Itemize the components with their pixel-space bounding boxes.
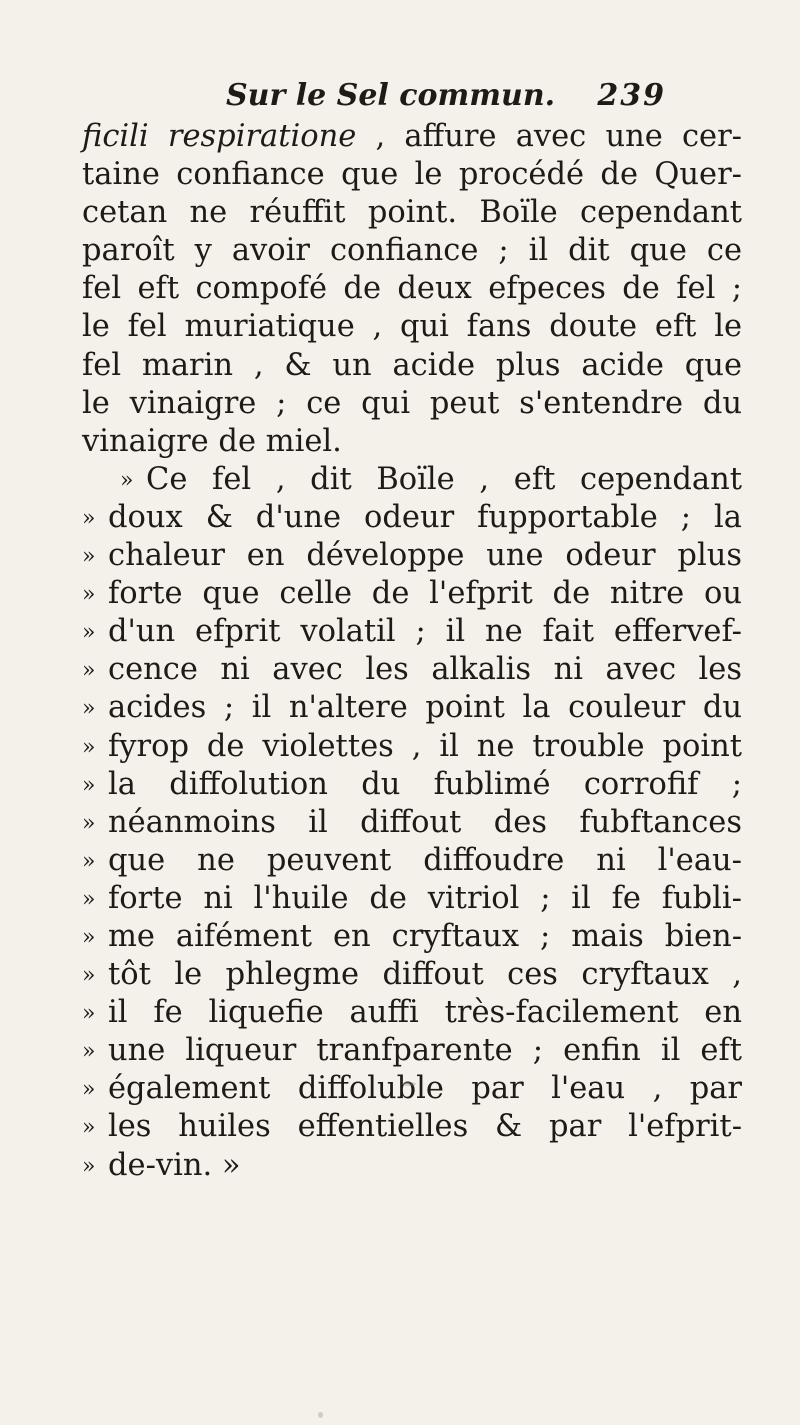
quoted-line: » forte ni l'huile de vitriol ; il fe fubli- xyxy=(82,880,742,918)
text-line: fel marin , & un acide plus acide que xyxy=(82,347,742,383)
text-line: fel eft compofé de deux efpeces de fel ; xyxy=(82,271,742,307)
body-text xyxy=(82,118,742,1185)
text-line: le fel muriatique , qui fans doute eft le xyxy=(82,309,742,345)
quoted-line: » forte que celle de l'efprit de nitre ou xyxy=(82,575,742,613)
quote-mark: » xyxy=(82,1001,96,1027)
quoted-line: » me aifément en cryftaux ; mais bien- xyxy=(82,918,742,956)
quote-mark: » xyxy=(82,772,96,798)
quote-mark: » xyxy=(82,1077,96,1103)
quote-mark: » xyxy=(82,1115,96,1141)
text-line: le vinaigre ; ce qui peut s'entendre du xyxy=(82,385,742,421)
quote-mark: » xyxy=(82,734,96,760)
quote-mark: » xyxy=(82,963,96,989)
quote-mark: » xyxy=(82,620,96,646)
quote-mark: » xyxy=(82,544,96,570)
quote-mark: » xyxy=(82,1039,96,1065)
quoted-line: » il fe liquefie auffi très-facilement en xyxy=(82,994,742,1032)
quoted-line: » néanmoins il diffout des fubftances xyxy=(82,804,742,842)
page-number: 239 xyxy=(597,78,666,113)
quote-mark: » xyxy=(82,810,96,836)
quote-mark: » xyxy=(120,467,134,493)
quoted-line: » acides ; il n'altere point la couleur du xyxy=(82,689,742,727)
text-line: paroît y avoir confiance ; il dit que ce xyxy=(82,233,742,269)
quoted-line: » tôt le phlegme diffout ces cryftaux , xyxy=(82,956,742,994)
running-title: Sur le Sel commun. xyxy=(226,78,556,113)
quoted-line: » doux & d'une odeur fupportable ; la xyxy=(82,499,742,537)
quote-mark: » xyxy=(82,505,96,531)
quote-mark: » xyxy=(82,886,96,912)
quoted-line: » Ce fel , dit Boïle , eft cependant xyxy=(82,461,742,499)
quote-mark: » xyxy=(82,696,96,722)
quoted-line: » une liqueur tranfparente ; enfin il eft xyxy=(82,1032,742,1070)
text-line: cetan ne réuffit point. Boïle cependant xyxy=(82,195,742,231)
quoted-line: » d'un efprit volatil ; il ne fait effervef- xyxy=(82,613,742,651)
text-line: taine confiance que le procédé de Quer- xyxy=(82,157,742,193)
quote-mark: » xyxy=(82,582,96,608)
quoted-line: » la diffolution du fublimé corrofif ; xyxy=(82,766,742,804)
paper-blemish xyxy=(402,1082,416,1086)
paper-blemish xyxy=(318,1412,323,1418)
quote-mark: » xyxy=(82,924,96,950)
latin-phrase: ficili respiratione xyxy=(82,119,357,154)
quoted-line: » chaleur en développe une odeur plus xyxy=(82,537,742,575)
quoted-line: » de-vin. » xyxy=(82,1147,742,1185)
quoted-line: » les huiles effentielles & par l'efprit- xyxy=(82,1108,742,1146)
quote-mark: » xyxy=(82,658,96,684)
quoted-line: » cence ni avec les alkalis ni avec les xyxy=(82,651,742,689)
quote-mark: » xyxy=(82,1153,96,1179)
quoted-line: » fyrop de violettes , il ne trouble point xyxy=(82,728,742,766)
quoted-line: » que ne peuvent diffoudre ni l'eau- xyxy=(82,842,742,880)
quote-mark: » xyxy=(82,848,96,874)
text-line: ficili respiratione , affure avec une cer- xyxy=(82,119,742,154)
text-line: vinaigre de miel. xyxy=(82,423,342,459)
quoted-line: » également diffoluble par l'eau , par xyxy=(82,1070,742,1108)
running-head xyxy=(226,72,666,122)
